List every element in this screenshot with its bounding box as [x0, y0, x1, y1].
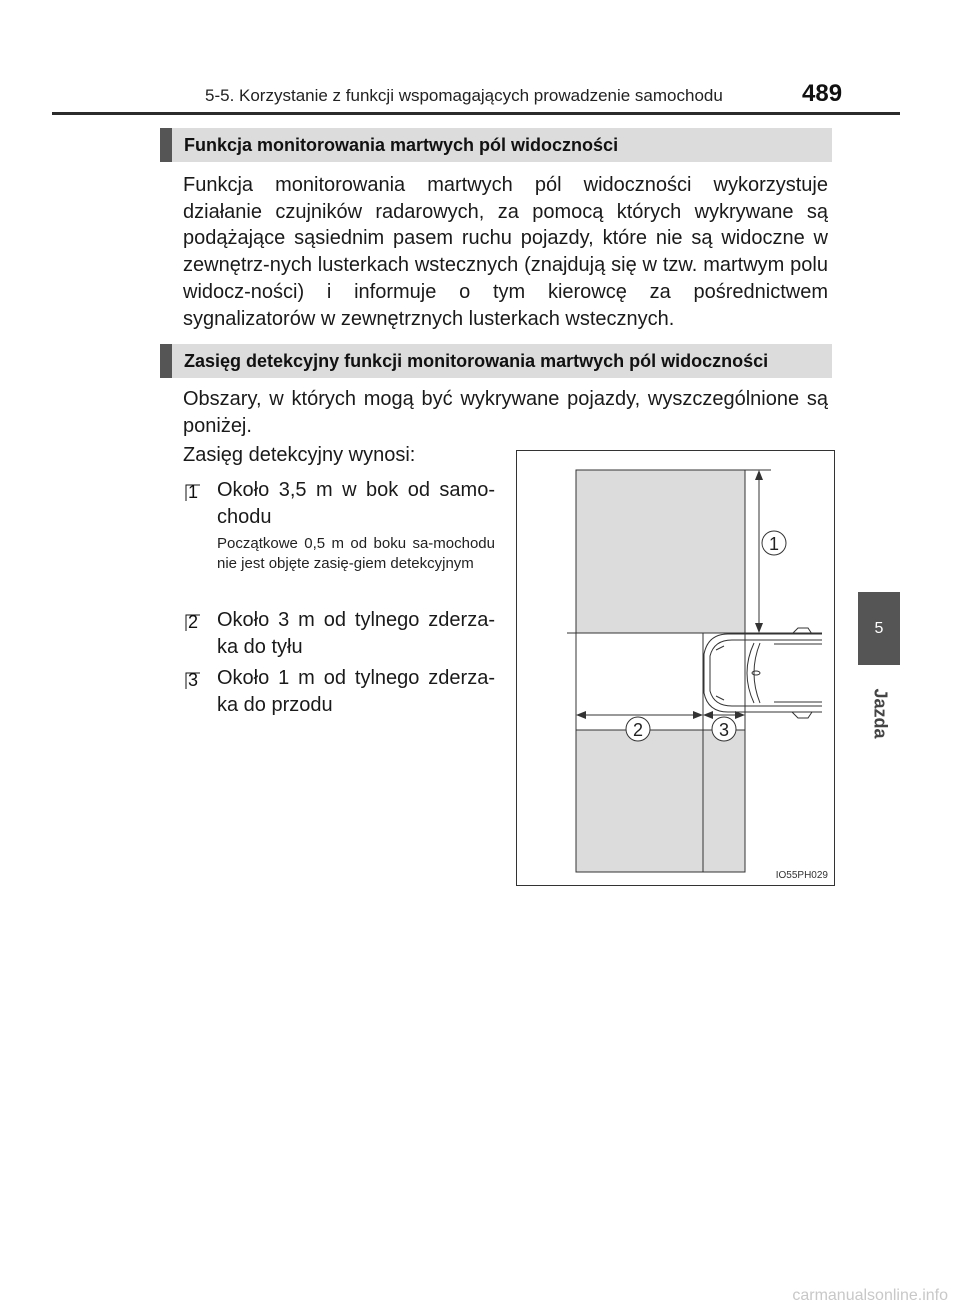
- item-text: Około 1 m od tylnego zderza-ka do przodu: [217, 667, 495, 716]
- diagram-code: IO55PH029: [775, 870, 828, 881]
- item-number-text: 1: [187, 482, 198, 502]
- item-number-3: [183, 670, 203, 690]
- callout-3: [712, 717, 736, 741]
- header-section-title: 5-5. Korzystanie z funkcji wspomagających prowadzenie samochodu: [205, 86, 723, 105]
- range-note: Początkowe 0,5 m od boku sa-mochodu nie jest objęte zasię-giem detekcyjnym: [217, 535, 495, 572]
- callout-1: [762, 531, 786, 555]
- section-heading-text: Funkcja monitorowania martwych pól widoczności: [184, 134, 619, 155]
- chapter-title: [860, 678, 900, 748]
- rear-detection-zone: [576, 730, 745, 872]
- side-detection-zone: [576, 470, 745, 633]
- item-text: Około 3,5 m w bok od samo-chodu: [217, 479, 495, 528]
- watermark: carmanualsonline.info: [792, 1287, 948, 1304]
- section-heading-blind-spot: [160, 128, 832, 162]
- callout-2: [626, 717, 650, 741]
- item-number-1: [183, 482, 203, 502]
- detection-range-diagram: [516, 450, 835, 886]
- callout-number: 1: [768, 534, 780, 554]
- section-heading-text: Zasięg detekcyjny funkcji monitorowania martwych pól widoczności: [184, 350, 769, 371]
- callout-number: 2: [632, 720, 644, 740]
- chapter-tab: [858, 592, 900, 665]
- range-paragraph: Obszary, w których mogą być wykrywane pojazdy, wyszczególnione są poniżej.: [183, 388, 828, 437]
- header-rule: [52, 112, 900, 115]
- section-heading-detection-range: [160, 344, 832, 378]
- item-number-text: 2: [187, 612, 198, 632]
- chapter-number: 5: [874, 619, 884, 637]
- item-number-2: [183, 612, 203, 632]
- callout-number: 3: [718, 720, 730, 740]
- item-number-text: 3: [187, 670, 198, 690]
- chapter-title-text: Jazda: [870, 687, 891, 739]
- item-text: Około 3 m od tylnego zderza-ka do tyłu: [217, 609, 495, 658]
- page-number: 489: [802, 80, 843, 107]
- range-intro: Zasięg detekcyjny wynosi:: [183, 444, 416, 466]
- intro-paragraph: Funkcja monitorowania martwych pól widoczności wykorzystuje działanie czujników radarowych, za pomocą których wykrywane są podążające sąsiednim pasem ruchu pojazdy, które nie są widoczne w zewnętrz-nych lusterkach wstecznych (znajdują się w tzw. martwym polu widocz-ności) i informuje o tym kierowcę za pośrednictwem sygnalizatorów w zewnętrznych lusterkach wstecznych.: [183, 174, 828, 330]
